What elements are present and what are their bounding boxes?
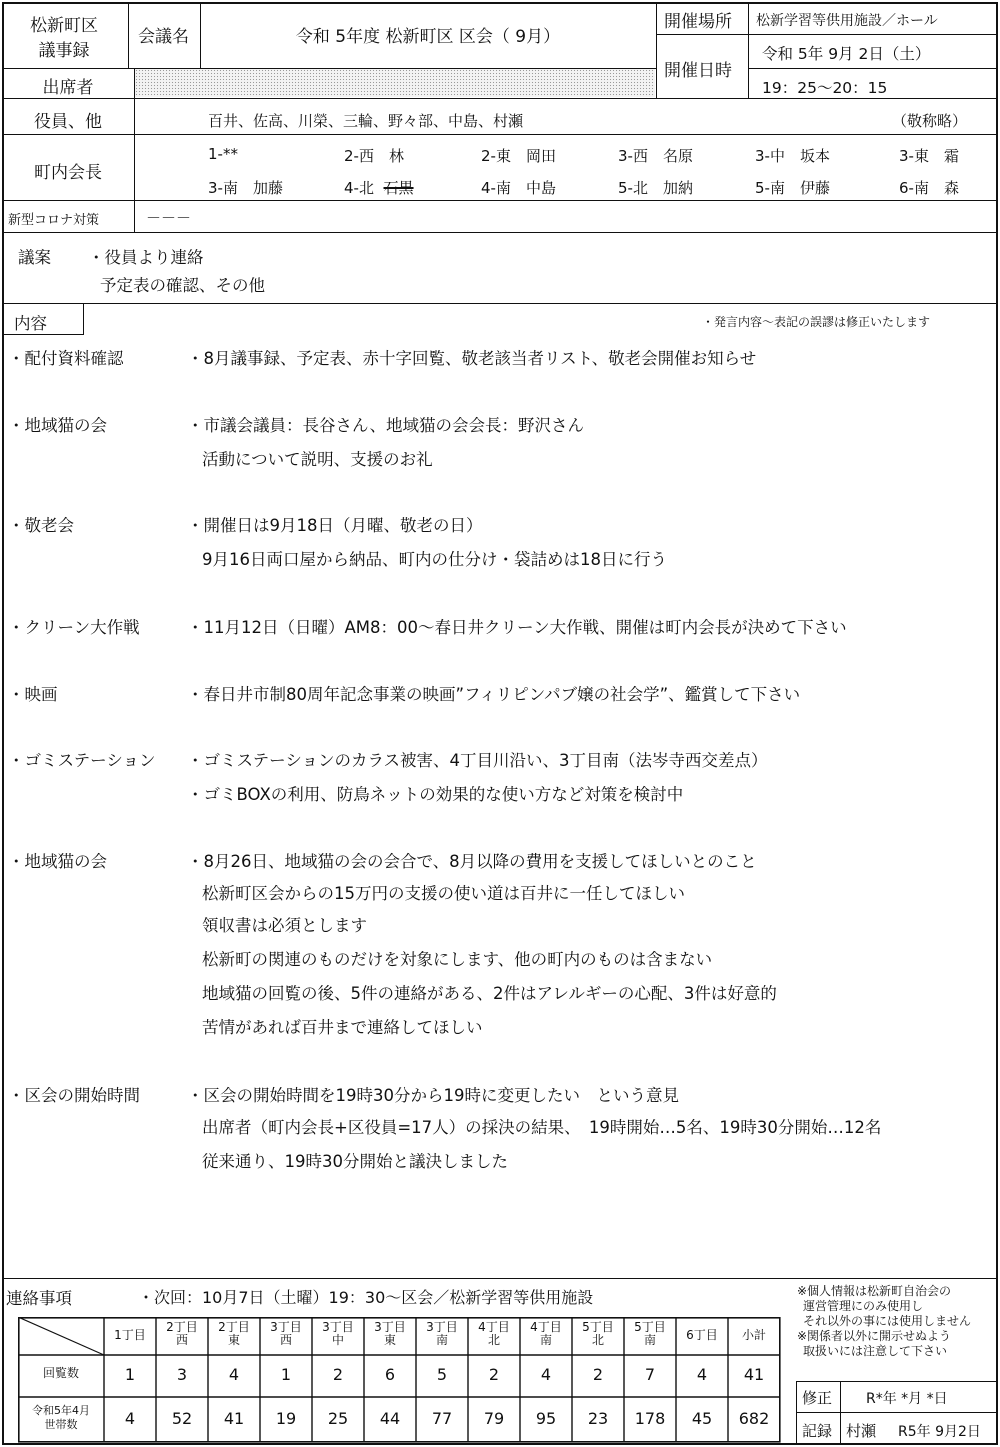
divider (2, 1278, 998, 1279)
section-line: 従来通り、19時30分開始と議決しました (202, 1152, 508, 1171)
divider (2, 134, 998, 135)
chiefs-label: 町内会長 (34, 163, 102, 183)
officers-label: 役員、他 (34, 112, 102, 132)
section-label: ・クリーン大作戦 (8, 618, 140, 637)
doc-title-line2: 議事録 (38, 41, 90, 61)
grid-column-header-line: 東 (227, 1333, 240, 1347)
section-line: 松新町区会からの15万円の支援の使い道は百井に一任してほしい (202, 884, 685, 903)
row-label-households-2: 世帯数 (44, 1418, 78, 1431)
divider (2, 232, 998, 233)
grid-column-header-line: 4丁目 (530, 1320, 562, 1334)
section-line: ・ゴミBOXの利用、防鳥ネットの効果的な使い方など対策を検討中 (187, 785, 684, 804)
circulation-count: 2 (592, 1365, 604, 1384)
household-count: 23 (587, 1409, 609, 1428)
chief-entry: 5-南 伊藤 (755, 179, 830, 197)
grid-column-header-line: 3丁目 (426, 1320, 458, 1334)
section-line: ・開催日は9月18日（月曜、敬老の日） (187, 516, 483, 535)
chief-entry: 3-南 加藤 (208, 179, 283, 197)
grid-column-header-line: 中 (331, 1333, 344, 1347)
meeting-name-label: 会議名 (138, 27, 189, 47)
section-label: ・映画 (8, 685, 58, 704)
divider (656, 34, 998, 35)
section-label: ・地域猫の会 (8, 852, 107, 871)
section-line: ・春日井市制80周年記念事業の映画”フィリピンパブ嬢の社会学”、鑑賞して下さい (187, 685, 801, 704)
privacy-note-line: 運営管理にのみ使用し (803, 1299, 924, 1313)
grid-column-header-line: 南 (539, 1333, 552, 1347)
section-label: ・ゴミステーション (8, 751, 156, 770)
grid-column-header-line: 5丁目 (582, 1320, 614, 1334)
grid-column-header (572, 1321, 624, 1347)
chief-entry: 3-東 霜 (899, 147, 959, 165)
honorific-note: （敬称略） (892, 112, 968, 130)
grid-column-header (156, 1321, 208, 1347)
grid-column-header-line: 西 (279, 1333, 292, 1347)
chief-entry: 5-北 加納 (618, 179, 693, 197)
privacy-note-line: ※個人情報は松新町自治会の (797, 1284, 952, 1298)
household-count: 52 (171, 1409, 193, 1428)
agenda-line: 予定表の確認、その他 (100, 276, 265, 295)
household-count: 79 (483, 1409, 505, 1428)
circulation-count: 4 (228, 1365, 240, 1384)
attendees-field-shaded (135, 69, 655, 97)
chief-entry: 3-中 坂本 (755, 147, 830, 165)
section-line: 松新町の関連のものだけを対象にします、他の町内のものは含まない (202, 950, 713, 969)
divider (2, 200, 998, 201)
circulation-count: 4 (540, 1365, 552, 1384)
privacy-note-line: 取扱いには注意して下さい (803, 1344, 948, 1358)
grid-column-header (624, 1321, 676, 1347)
row-label-households-1: 令和5年4月 (32, 1404, 90, 1417)
agenda-line: ・役員より連絡 (88, 248, 204, 267)
household-count: 41 (223, 1409, 245, 1428)
household-count: 682 (738, 1409, 770, 1428)
divider (2, 98, 998, 99)
revision-value: R*年 *月 *日 (866, 1391, 948, 1407)
grid-column-header-line: 南 (435, 1333, 448, 1347)
household-count: 178 (634, 1409, 666, 1428)
chief-entry: 2-東 岡田 (481, 147, 556, 165)
household-count: 19 (275, 1409, 297, 1428)
attendees-label: 出席者 (42, 78, 94, 98)
privacy-note-line: それ以外の事には使用しません (803, 1314, 972, 1328)
divider (656, 2, 657, 98)
divider (2, 303, 998, 304)
circulation-count: 4 (696, 1365, 708, 1384)
next-meeting: ・次回：10月7日（土曜）19：30～区会／松新学習等供用施設 (138, 1288, 594, 1307)
section-line: 出席者（町内会長+区役員=17人）の採決の結果、 19時開始…5名、19時30分開始…12名 (202, 1118, 882, 1137)
divider (748, 68, 998, 69)
section-line: ・ゴミステーションのカラス被害、4丁目川沿い、3丁目南（法岑寺西交差点） (187, 751, 768, 770)
grid-column-header-line: 2丁目 (218, 1320, 250, 1334)
date-label: 開催日時 (664, 61, 732, 81)
covid-label: 新型コロナ対策 (8, 213, 100, 228)
grid-column-header (208, 1321, 260, 1347)
chief-entry-4-north (344, 177, 414, 198)
divider (796, 1412, 998, 1413)
circulation-count: 6 (384, 1365, 396, 1384)
household-count: 45 (691, 1409, 713, 1428)
grid-column-header-line: 2丁目 (166, 1320, 198, 1334)
section-label: ・配付資料確認 (8, 349, 124, 368)
correction-note: ・発言内容～表記の誤謬は修正いたします (702, 315, 931, 329)
covid-value: －－－ (146, 209, 192, 227)
grid-column-header-line: 南 (643, 1333, 656, 1347)
section-line: 地域猫の回覧の後、5件の連絡がある、2件はアレルギーの心配、3件は好意的 (202, 984, 777, 1003)
household-count: 4 (124, 1409, 136, 1428)
contact-label: 連絡事項 (6, 1289, 72, 1308)
record-date: R5年 9月2日 (898, 1424, 981, 1440)
grid-column-header-line: 3丁目 (374, 1320, 406, 1334)
grid-column-header-line: 6丁目 (686, 1328, 718, 1342)
divider (840, 1381, 841, 1445)
circulation-count: 2 (488, 1365, 500, 1384)
content-label: 内容 (14, 314, 47, 333)
household-count: 44 (379, 1409, 401, 1428)
doc-title-line1: 松新町区 (30, 16, 98, 36)
chief-district: 4-北 (344, 179, 374, 197)
grid-column-header-line: 西 (175, 1333, 188, 1347)
household-count: 77 (431, 1409, 453, 1428)
grid-column-header (520, 1321, 572, 1347)
divider (134, 200, 135, 232)
section-line: 9月16日両口屋から納品、町内の仕分け・袋詰めは18日に行う (202, 550, 667, 569)
divider (748, 2, 749, 98)
grid-column-header-line: 5丁目 (634, 1320, 666, 1334)
diagonal-header-line (18, 1317, 104, 1355)
row-label-circulation: 回覧数 (42, 1366, 79, 1380)
section-line: 苦情があれば百井まで連絡してほしい (202, 1018, 483, 1037)
venue-label: 開催場所 (664, 12, 732, 32)
grid-column-header-line: 3丁目 (322, 1320, 354, 1334)
circulation-count: 1 (124, 1365, 136, 1384)
circulation-count: 5 (436, 1365, 448, 1384)
section-label: ・敬老会 (8, 516, 74, 535)
record-name: 村瀬 (846, 1422, 877, 1440)
grid-column-header (676, 1329, 728, 1342)
circulation-count: 3 (176, 1365, 188, 1384)
section-line: ・8月議事録、予定表、赤十字回覧、敬老該当者リスト、敬老会開催お知らせ (187, 349, 757, 368)
household-count: 95 (535, 1409, 557, 1428)
circulation-count: 41 (743, 1365, 765, 1384)
time-value: 19：25～20：15 (762, 79, 888, 97)
grid-column-header (728, 1329, 780, 1342)
officers-names: 百井、佐高、川榮、三輪、野々部、中島、村瀬 (208, 112, 524, 130)
record-label: 記録 (802, 1422, 833, 1440)
agenda-label: 議案 (18, 248, 51, 267)
section-line: ・8月26日、地域猫の会の会合で、8月以降の費用を支援してほしいとのこと (187, 852, 757, 871)
grid-column-header (104, 1329, 156, 1342)
grid-column-header-line: 小計 (741, 1328, 766, 1342)
household-count: 25 (327, 1409, 349, 1428)
circulation-count: 7 (644, 1365, 656, 1384)
grid-column-header (312, 1321, 364, 1347)
circulation-count: 2 (332, 1365, 344, 1384)
section-label: ・地域猫の会 (8, 416, 107, 435)
grid-column-header-line: 北 (487, 1333, 500, 1347)
chief-entry: 2-西 林 (344, 147, 404, 165)
grid-column-header-line: 東 (383, 1333, 396, 1347)
chief-entry: 1-** (208, 145, 238, 163)
divider (134, 98, 135, 200)
meeting-name: 令和 5年度 松新町区 区会（ 9月） (295, 27, 561, 47)
grid-column-header-line: 1丁目 (114, 1328, 146, 1342)
grid-column-header (260, 1321, 312, 1347)
section-line: ・区会の開始時間を19時30分から19時に変更したい という意見 (187, 1086, 679, 1105)
grid-column-header-line: 北 (591, 1333, 604, 1347)
grid-column-header-line: 4丁目 (478, 1320, 510, 1334)
divider (128, 2, 129, 68)
venue-value: 松新学習等供用施設／ホール (756, 13, 938, 29)
chief-entry: 3-西 名原 (618, 147, 693, 165)
section-line: 活動について説明、支援のお礼 (202, 450, 433, 469)
section-label: ・区会の開始時間 (8, 1086, 140, 1105)
circulation-count: 1 (280, 1365, 292, 1384)
chief-entry: 4-南 中島 (481, 179, 556, 197)
grid-column-header-line: 3丁目 (270, 1320, 302, 1334)
section-line: 領収書は必須とします (202, 916, 367, 935)
chief-entry: 6-南 森 (899, 179, 959, 197)
revision-label: 修正 (802, 1389, 833, 1407)
grid-column-header (416, 1321, 468, 1347)
privacy-note-line: ※関係者以外に開示せぬよう (797, 1329, 952, 1343)
struck-out-name: 石黒 (383, 179, 414, 197)
grid-column-header (468, 1321, 520, 1347)
date-value: 令和 5年 9月 2日（土） (762, 45, 931, 63)
grid-column-header (364, 1321, 416, 1347)
section-line: ・11月12日（日曜）AM8：00～春日井クリーン大作戦、開催は町内会長が決めて下さい (187, 618, 847, 637)
section-line: ・市議会議員：長谷さん、地域猫の会会長：野沢さん (187, 416, 584, 435)
privacy-note (797, 1284, 971, 1359)
